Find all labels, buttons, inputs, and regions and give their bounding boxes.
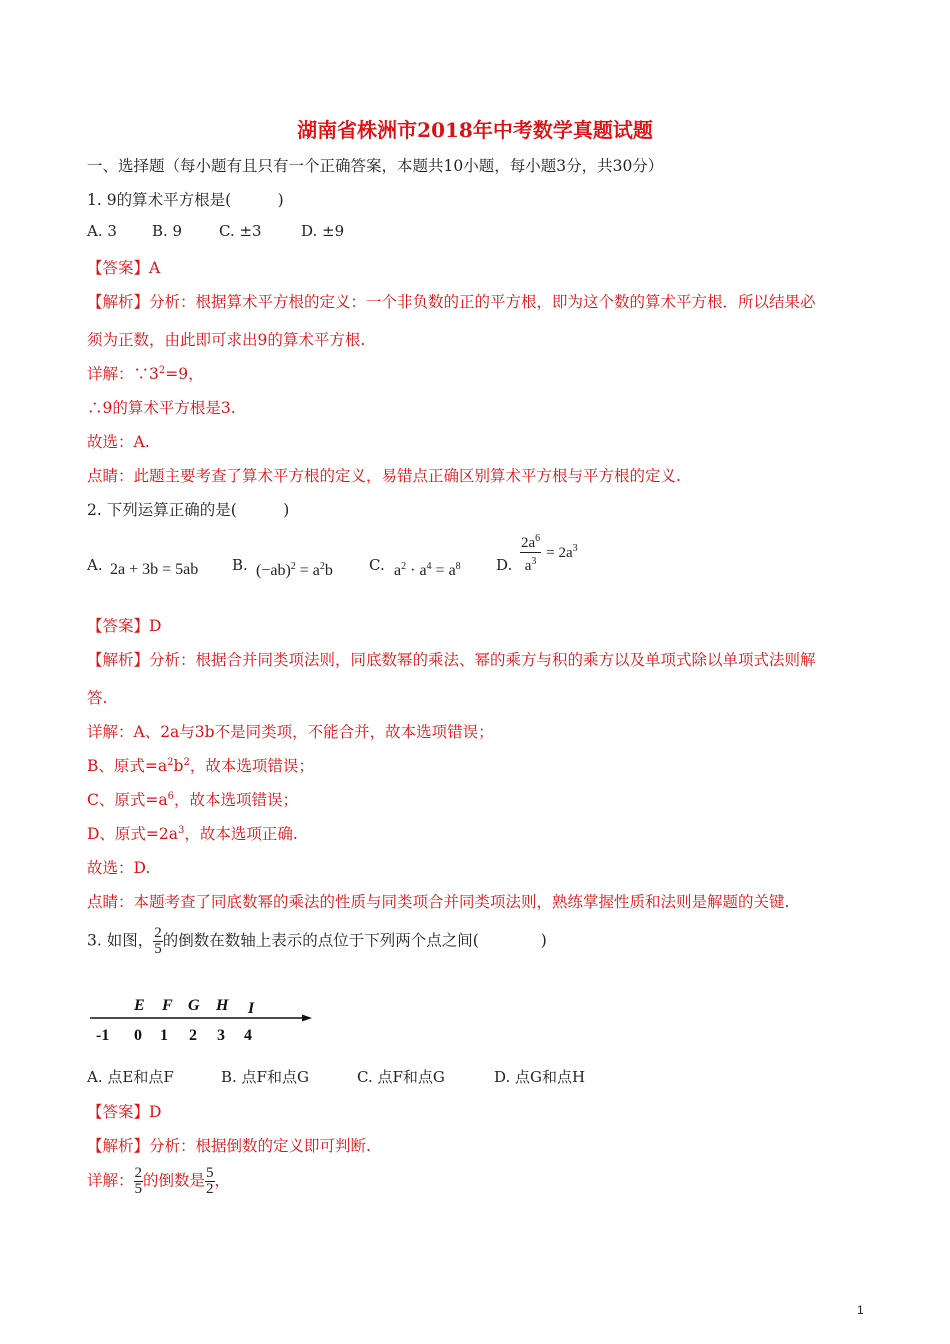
number-line-figure	[88, 992, 318, 1048]
point-label-f: F	[162, 997, 173, 1014]
tick-label-neg1: -1	[96, 1027, 110, 1044]
q3-answer: 【答案】D	[87, 1103, 162, 1121]
point-label-i: I	[248, 1000, 255, 1017]
number-line-arrow	[302, 1015, 312, 1022]
point-label-e: E	[134, 997, 145, 1014]
q1-analysis-line1: 【解析】分析：根据算术平方根的定义：一个非负数的正的平方根，即为这个数的算术平方根．所以结果必	[87, 293, 816, 311]
q1-choose: 故选：A.	[87, 433, 150, 451]
q2-answer: 【答案】D	[87, 617, 162, 635]
q2-detail-d: D、原式$=2a^3$，故本选项正确.	[87, 825, 298, 843]
q3-option-d: D. 点G和点H	[494, 1068, 586, 1086]
q2-analysis-line1: 【解析】分析：根据合并同类项法则，同底数幂的乘法、幂的乘方与积的乘方以及单项式除以单项式法则解	[87, 651, 816, 669]
q1-analysis-line2: 须为正数，由此即可求出9的算术平方根.	[87, 331, 366, 349]
point-label-g: G	[188, 997, 200, 1014]
q1-answer: 【答案】A	[87, 259, 161, 277]
q2-detail-a: 详解：A、2a与3b不是同类项，不能合并，故本选项错误；	[87, 723, 494, 741]
q3-analysis: 【解析】分析：根据倒数的定义即可判断.	[87, 1137, 371, 1155]
q2-option-d-fraction: $\frac{2a^6}{a^3}$	[520, 530, 541, 575]
tick-label-0: 0	[134, 1027, 142, 1044]
q3-option-c: C. 点F和点G	[357, 1068, 445, 1086]
q3-detail: 详解： $\frac{2}{5}$ 的倒数是 $\frac{5}{2}$ ，	[87, 1165, 231, 1197]
q1-option-a: A. 3	[87, 222, 117, 240]
tick-label-1: 1	[160, 1027, 168, 1044]
q2-detail-c: C、原式$=a^6$，故本选项错误；	[87, 791, 298, 809]
q3-option-b: B. 点F和点G	[221, 1068, 309, 1086]
q2-stem: 2. 下列运算正确的是( )	[87, 501, 290, 519]
q2-option-a-expr: 2a + 3b = 5ab	[110, 561, 199, 578]
q1-option-b: B. 9	[152, 222, 183, 240]
q3-stem: 3. 如图， $\frac{2}{5}$ 的倒数在数轴上表示的点位于下列两个点之间( )	[87, 925, 547, 957]
q2-option-d-expr: $\frac{2a^6}{a^3}$ = $2a^3$	[520, 530, 578, 575]
tick-label-3: 3	[217, 1027, 225, 1044]
q1-comment: 点睛：此题主要考查了算术平方根的定义，易错点正确区别算术平方根与平方根的定义.	[87, 467, 681, 485]
q2-option-b-expr: $(-ab)^2 = a^2b$	[256, 561, 333, 579]
q2-detail-b: B、原式$=a^2b^2$，故本选项错误；	[87, 757, 314, 775]
q1-detail: 详解：$\because 3^2=9$，	[87, 365, 204, 383]
q2-comment: 点睛：本题考查了同底数幂的乘法的性质与同类项合并同类项法则，熟练掌握性质和法则是解题的关键.	[87, 893, 790, 911]
q2-option-c-label: C.	[369, 556, 385, 574]
q2-analysis-line2: 答.	[87, 689, 108, 707]
section-heading: 一、选择题（每小题有且只有一个正确答案，本题共10小题，每小题3分，共30分）	[87, 157, 664, 175]
page-number: 1	[857, 1303, 864, 1317]
q1-option-c: C. ±3	[219, 222, 262, 240]
q2-option-b-label: B.	[232, 556, 248, 574]
point-label-h: H	[216, 997, 229, 1014]
q2-option-c-expr: $a^2 \cdot a^4 = a^8$	[394, 561, 461, 579]
q3-option-a: A. 点E和点F	[87, 1068, 174, 1086]
q2-option-a-label: A.	[87, 556, 103, 574]
q2-option-d-label: D.	[496, 556, 513, 574]
q2-choose: 故选：D.	[87, 859, 151, 877]
q1-stem: 1. 9的算术平方根是( )	[87, 191, 284, 209]
page-title: 湖南省株洲市2018年中考数学真题试题	[297, 118, 653, 142]
q1-therefore: ∴9的算术平方根是3.	[87, 399, 236, 417]
tick-label-2: 2	[189, 1027, 197, 1044]
q1-option-d: D. ±9	[301, 222, 345, 240]
tick-label-4: 4	[244, 1027, 252, 1044]
